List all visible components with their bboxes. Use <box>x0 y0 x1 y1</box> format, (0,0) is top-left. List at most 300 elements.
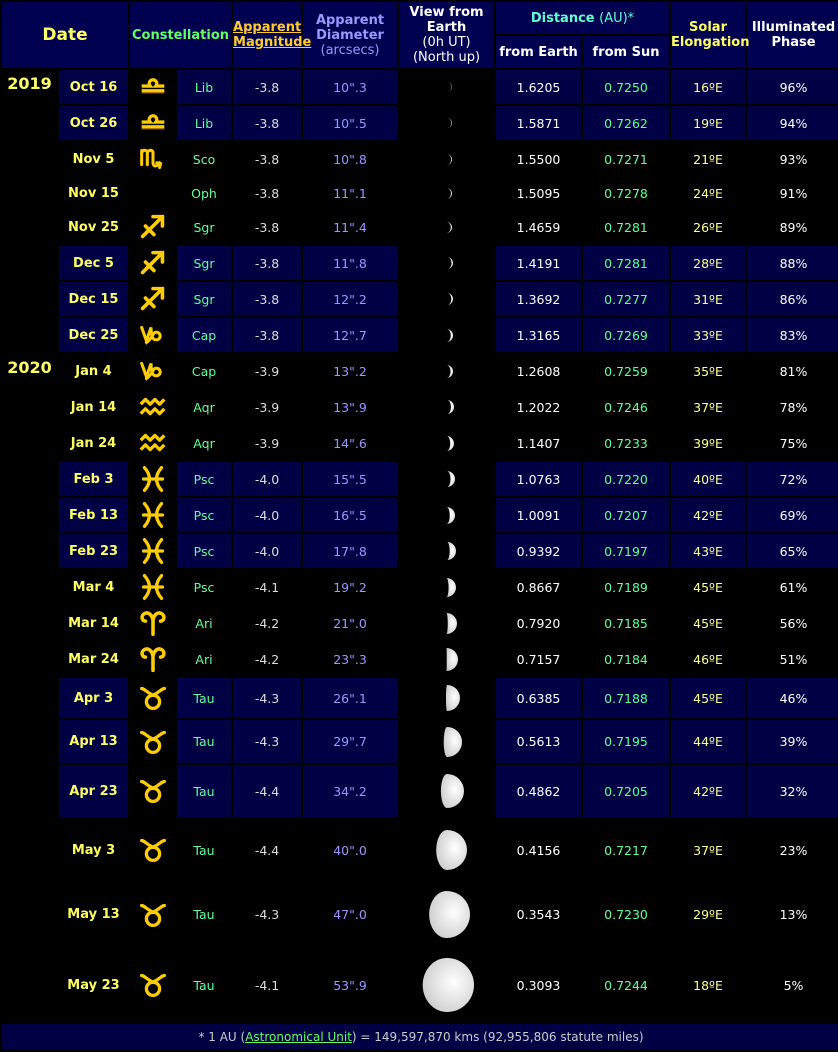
aquarius-icon <box>136 426 170 460</box>
constellation-cell: Tau <box>177 819 231 881</box>
date-cell: Oct 16 <box>59 70 128 104</box>
diameter-cell: 11".4 <box>303 210 397 244</box>
venus-phase-image <box>437 469 457 489</box>
elongation-cell: 45ºE <box>671 606 745 640</box>
taurus-icon <box>136 774 170 808</box>
date-cell: Apr 3 <box>59 678 128 718</box>
venus-phase-image <box>432 683 462 713</box>
elongation-cell: 24ºE <box>671 178 745 208</box>
venus-phase-shape <box>447 613 458 634</box>
phase-view <box>399 498 494 532</box>
venus-phase-image <box>433 646 460 673</box>
date-cell: Feb 13 <box>59 498 128 532</box>
magnitude-cell: -3.9 <box>233 426 301 460</box>
phase-view <box>399 426 494 460</box>
table-row <box>2 765 838 817</box>
header-illum-line2: Phase <box>771 35 816 50</box>
header-distance-label: Distance <box>530 10 595 26</box>
elongation-cell: 39ºE <box>671 426 745 460</box>
diameter-cell: 29".7 <box>303 720 397 763</box>
distance-earth-cell: 1.3692 <box>496 282 581 316</box>
magnitude-cell: -3.8 <box>233 106 301 140</box>
date-cell: May 23 <box>59 948 128 1022</box>
magnitude-cell: -3.8 <box>233 210 301 244</box>
magnitude-cell: -4.0 <box>233 462 301 496</box>
venus-phase-image <box>439 152 454 167</box>
libra-icon <box>136 106 170 140</box>
venus-phase-image <box>436 505 457 526</box>
aries-icon <box>136 642 170 676</box>
header-distance <box>496 2 669 34</box>
illumination-cell: 39% <box>747 720 838 763</box>
distance-earth-cell: 0.3093 <box>496 948 581 1022</box>
distance-sun-cell: 0.7277 <box>583 282 669 316</box>
distance-sun-cell: 0.7244 <box>583 948 669 1022</box>
header-solar-line2: Elongation <box>671 35 750 50</box>
magnitude-cell: -4.3 <box>233 678 301 718</box>
phase-view <box>399 354 494 388</box>
illumination-cell: 89% <box>747 210 838 244</box>
venus-phase-image <box>439 220 454 235</box>
magnitude-cell: -3.8 <box>233 178 301 208</box>
venus-phase-image <box>434 611 459 636</box>
table-row <box>2 282 838 316</box>
distance-earth-cell: 1.0091 <box>496 498 581 532</box>
zodiac-sign <box>130 318 175 352</box>
elongation-cell: 26ºE <box>671 210 745 244</box>
elongation-cell: 19ºE <box>671 106 745 140</box>
date-cell: Dec 15 <box>59 282 128 316</box>
phase-view <box>399 282 494 316</box>
phase-view <box>399 678 494 718</box>
elongation-cell: 18ºE <box>671 948 745 1022</box>
phase-view <box>399 570 494 604</box>
date-cell: Nov 5 <box>59 142 128 176</box>
distance-earth-cell: 1.6205 <box>496 70 581 104</box>
diameter-cell: 10".3 <box>303 70 397 104</box>
header-view-line2: Earth <box>426 20 467 35</box>
distance-sun-cell: 0.7281 <box>583 210 669 244</box>
diameter-cell: 16".5 <box>303 498 397 532</box>
elongation-cell: 29ºE <box>671 883 745 946</box>
distance-sun-cell: 0.7230 <box>583 883 669 946</box>
distance-sun-cell: 0.7197 <box>583 534 669 568</box>
magnitude-cell: -4.2 <box>233 642 301 676</box>
constellation-cell: Psc <box>177 534 231 568</box>
magnitude-cell: -3.8 <box>233 246 301 280</box>
header-solar-line1: Solar <box>689 20 727 35</box>
magnitude-cell: -3.9 <box>233 390 301 424</box>
venus-phase-shape <box>440 774 463 808</box>
distance-earth-cell: 1.4659 <box>496 210 581 244</box>
table-row <box>2 948 838 1022</box>
header-constellation: Constellation <box>130 2 231 68</box>
table-row <box>2 498 838 532</box>
distance-earth-cell: 0.7920 <box>496 606 581 640</box>
venus-phase-image <box>439 291 455 307</box>
distance-earth-cell: 0.9392 <box>496 534 581 568</box>
diameter-cell: 11".8 <box>303 246 397 280</box>
magnitude-cell: -3.8 <box>233 142 301 176</box>
venus-phase-shape <box>447 222 453 233</box>
aquarius-icon <box>136 390 170 424</box>
elongation-cell: 44ºE <box>671 720 745 763</box>
distance-earth-cell: 1.3165 <box>496 318 581 352</box>
year-label: 2020 <box>7 358 52 377</box>
header-distance-unit: (AU)* <box>599 10 635 26</box>
diameter-cell: 40".0 <box>303 819 397 881</box>
date-cell: Nov 15 <box>59 178 128 208</box>
distance-earth-cell: 1.4191 <box>496 246 581 280</box>
table-row <box>2 606 838 640</box>
zodiac-sign <box>130 819 175 881</box>
zodiac-sign <box>130 948 175 1022</box>
scorpio-icon <box>136 142 170 176</box>
venus-phase-image <box>437 434 456 453</box>
venus-phase-image <box>438 327 455 344</box>
header-view <box>399 2 494 68</box>
diameter-cell: 15".5 <box>303 462 397 496</box>
aries-icon <box>136 606 170 640</box>
distance-sun-cell: 0.7185 <box>583 606 669 640</box>
sagittarius-icon <box>136 210 170 244</box>
constellation-cell: Tau <box>177 678 231 718</box>
zodiac-sign <box>130 642 175 676</box>
venus-phase-shape <box>447 329 454 342</box>
table-row <box>2 318 838 352</box>
header-from-earth: from Earth <box>496 36 581 68</box>
table-row <box>2 70 838 104</box>
venus-phase-shape <box>447 471 455 487</box>
constellation-cell: Sgr <box>177 282 231 316</box>
distance-sun-cell: 0.7281 <box>583 246 669 280</box>
venus-phase-image <box>418 956 476 1014</box>
date-cell: Feb 23 <box>59 534 128 568</box>
magnitude-cell: -4.3 <box>233 720 301 763</box>
venus-phase-shape <box>447 507 456 524</box>
constellation-cell: Lib <box>177 70 231 104</box>
magnitude-cell: -4.1 <box>233 570 301 604</box>
venus-phase-image <box>439 186 454 201</box>
distance-sun-cell: 0.7250 <box>583 70 669 104</box>
constellation-cell: Cap <box>177 318 231 352</box>
phase-view <box>399 534 494 568</box>
zodiac-sign <box>130 462 175 496</box>
zodiac-sign <box>130 70 175 104</box>
illumination-cell: 51% <box>747 642 838 676</box>
constellation-cell: Aqr <box>177 390 231 424</box>
zodiac-sign <box>130 106 175 140</box>
magnitude-cell: -4.2 <box>233 606 301 640</box>
illumination-cell: 5% <box>747 948 838 1022</box>
illumination-cell: 75% <box>747 426 838 460</box>
taurus-icon <box>136 681 170 715</box>
header-illum-line1: Illuminated <box>751 20 836 35</box>
phase-view <box>399 210 494 244</box>
diameter-cell: 14".6 <box>303 426 397 460</box>
diameter-cell: 26".1 <box>303 678 397 718</box>
constellation-cell: Sco <box>177 142 231 176</box>
taurus-icon <box>136 725 170 759</box>
date-cell: May 3 <box>59 819 128 881</box>
date-cell: Jan 24 <box>59 426 128 460</box>
venus-phase-image <box>439 255 455 271</box>
illumination-cell: 61% <box>747 570 838 604</box>
constellation-cell: Oph <box>177 178 231 208</box>
distance-earth-cell: 1.2022 <box>496 390 581 424</box>
illumination-cell: 78% <box>747 390 838 424</box>
footer-suffix: ) = 149,597,870 kms (92,955,806 statute miles) <box>351 1030 644 1044</box>
venus-phase-shape <box>447 154 453 165</box>
diameter-cell: 12".7 <box>303 318 397 352</box>
table-row <box>2 534 838 568</box>
distance-sun-cell: 0.7189 <box>583 570 669 604</box>
illumination-cell: 93% <box>747 142 838 176</box>
magnitude-cell: -4.4 <box>233 765 301 817</box>
diameter-cell: 13".9 <box>303 390 397 424</box>
constellation-cell: Cap <box>177 354 231 388</box>
venus-phase-shape <box>447 400 454 414</box>
sagittarius-icon <box>136 246 170 280</box>
year-label: 2019 <box>7 74 52 93</box>
capricorn-icon <box>136 354 170 388</box>
date-cell: Feb 3 <box>59 462 128 496</box>
venus-phase-image <box>438 398 456 416</box>
zodiac-sign <box>130 606 175 640</box>
table-row <box>2 819 838 881</box>
table-row <box>2 142 838 176</box>
phase-view <box>399 106 494 140</box>
header-from-sun: from Sun <box>583 36 669 68</box>
diameter-cell: 10".5 <box>303 106 397 140</box>
taurus-icon <box>136 898 170 932</box>
elongation-cell: 37ºE <box>671 819 745 881</box>
distance-sun-cell: 0.7246 <box>583 390 669 424</box>
venus-phase-shape <box>447 188 453 199</box>
magnitude-cell: -3.9 <box>233 354 301 388</box>
diameter-cell: 47".0 <box>303 883 397 946</box>
magnitude-cell: -4.4 <box>233 819 301 881</box>
phase-view <box>399 765 494 817</box>
table-row <box>2 178 838 208</box>
capricorn-icon <box>136 318 170 352</box>
date-cell: Nov 25 <box>59 210 128 244</box>
zodiac-sign <box>130 678 175 718</box>
elongation-cell: 33ºE <box>671 318 745 352</box>
distance-sun-cell: 0.7184 <box>583 642 669 676</box>
date-cell: May 13 <box>59 883 128 946</box>
distance-earth-cell: 0.6385 <box>496 678 581 718</box>
distance-sun-cell: 0.7259 <box>583 354 669 388</box>
header-magnitude-line2: Magnitude <box>233 35 312 50</box>
date-cell: Mar 4 <box>59 570 128 604</box>
distance-sun-cell: 0.7233 <box>583 426 669 460</box>
phase-view <box>399 318 494 352</box>
distance-sun-cell: 0.7205 <box>583 765 669 817</box>
constellation-cell: Psc <box>177 498 231 532</box>
zodiac-sign <box>130 498 175 532</box>
venus-phase-shape <box>447 293 453 305</box>
zodiac-sign <box>130 765 175 817</box>
date-cell: Mar 24 <box>59 642 128 676</box>
illumination-cell: 69% <box>747 498 838 532</box>
table-row <box>2 462 838 496</box>
elongation-cell: 42ºE <box>671 498 745 532</box>
header-illuminated-phase <box>747 2 838 68</box>
magnitude-cell: -4.1 <box>233 948 301 1022</box>
distance-earth-cell: 1.2608 <box>496 354 581 388</box>
pisces-icon <box>136 462 170 496</box>
diameter-cell: 21".0 <box>303 606 397 640</box>
table-row <box>2 390 838 424</box>
constellation-cell: Tau <box>177 765 231 817</box>
venus-phase-shape <box>429 891 470 938</box>
header-solar-elongation <box>671 2 750 68</box>
diameter-cell: 17".8 <box>303 534 397 568</box>
venus-phase-image <box>440 80 454 94</box>
illumination-cell: 46% <box>747 678 838 718</box>
date-cell: Dec 25 <box>59 318 128 352</box>
table-row <box>2 106 838 140</box>
constellation-cell: Sgr <box>177 246 231 280</box>
distance-sun-cell: 0.7195 <box>583 720 669 763</box>
elongation-cell: 45ºE <box>671 678 745 718</box>
diameter-cell: 34".2 <box>303 765 397 817</box>
elongation-cell: 46ºE <box>671 642 745 676</box>
distance-earth-cell: 0.7157 <box>496 642 581 676</box>
venus-phase-shape <box>447 118 452 128</box>
table-row <box>2 883 838 946</box>
constellation-cell: Ari <box>177 642 231 676</box>
distance-sun-cell: 0.7271 <box>583 142 669 176</box>
constellation-cell: Psc <box>177 570 231 604</box>
table-row <box>2 642 838 676</box>
venus-phase-shape <box>447 542 456 560</box>
pisces-icon <box>136 498 170 532</box>
zodiac-sign <box>130 883 175 946</box>
zodiac-sign <box>130 570 175 604</box>
header-view-line1: View from <box>409 5 484 20</box>
constellation-cell: Lib <box>177 106 231 140</box>
zodiac-sign <box>130 282 175 316</box>
distance-sun-cell: 0.7207 <box>583 498 669 532</box>
venus-phase-shape <box>447 648 459 671</box>
venus-phase-image <box>438 363 455 380</box>
illumination-cell: 65% <box>747 534 838 568</box>
diameter-cell: 13".2 <box>303 354 397 388</box>
phase-view <box>399 606 494 640</box>
header-magnitude-link[interactable] <box>233 2 312 68</box>
illumination-cell: 56% <box>747 606 838 640</box>
venus-phase-shape <box>447 365 454 378</box>
elongation-cell: 43ºE <box>671 534 745 568</box>
magnitude-cell: -4.0 <box>233 498 301 532</box>
illumination-cell: 32% <box>747 765 838 817</box>
distance-earth-cell: 0.4862 <box>496 765 581 817</box>
elongation-cell: 16ºE <box>671 70 745 104</box>
table-row <box>2 210 838 244</box>
zodiac-sign <box>130 178 175 208</box>
venus-phase-shape <box>447 82 452 92</box>
constellation-cell: Sgr <box>177 210 231 244</box>
zodiac-sign <box>130 246 175 280</box>
venus-phase-shape <box>445 685 459 711</box>
distance-earth-cell: 1.5500 <box>496 142 581 176</box>
constellation-cell: Tau <box>177 948 231 1022</box>
distance-earth-cell: 0.8667 <box>496 570 581 604</box>
phase-view <box>399 142 494 176</box>
header-magnitude-line1: Apparent <box>233 20 302 35</box>
venus-phase-image <box>425 828 469 872</box>
distance-earth-cell: 1.0763 <box>496 462 581 496</box>
illumination-cell: 96% <box>747 70 838 104</box>
elongation-cell: 21ºE <box>671 142 745 176</box>
header-diameter-unit: (arcsecs) <box>320 42 380 58</box>
header-diameter-line1: Apparent <box>315 12 385 28</box>
phase-view <box>399 70 494 104</box>
venus-phase-shape <box>443 727 461 757</box>
zodiac-sign <box>130 354 175 388</box>
magnitude-cell: -3.8 <box>233 70 301 104</box>
date-cell: Jan 4 <box>59 354 128 388</box>
pisces-icon <box>136 570 170 604</box>
distance-earth-cell: 0.5613 <box>496 720 581 763</box>
elongation-cell: 42ºE <box>671 765 745 817</box>
table-row <box>2 720 838 763</box>
table-body <box>2 70 838 1022</box>
magnitude-cell: -3.8 <box>233 282 301 316</box>
elongation-cell: 28ºE <box>671 246 745 280</box>
astronomical-unit-link[interactable]: Astronomical Unit <box>245 1030 352 1044</box>
illumination-cell: 13% <box>747 883 838 946</box>
date-cell: Mar 14 <box>59 606 128 640</box>
table-row <box>2 354 838 388</box>
distance-earth-cell: 0.4156 <box>496 819 581 881</box>
phase-view <box>399 246 494 280</box>
zodiac-sign <box>130 210 175 244</box>
phase-view <box>399 720 494 763</box>
date-cell: Apr 13 <box>59 720 128 763</box>
pisces-icon <box>136 534 170 568</box>
zodiac-sign <box>130 426 175 460</box>
illumination-cell: 83% <box>747 318 838 352</box>
elongation-cell: 31ºE <box>671 282 745 316</box>
phase-view <box>399 883 494 946</box>
distance-sun-cell: 0.7188 <box>583 678 669 718</box>
illumination-cell: 88% <box>747 246 838 280</box>
illumination-cell: 91% <box>747 178 838 208</box>
phase-view <box>399 178 494 208</box>
illumination-cell: 23% <box>747 819 838 881</box>
venus-phase-image <box>436 540 458 562</box>
distance-sun-cell: 0.7278 <box>583 178 669 208</box>
magnitude-cell: -3.8 <box>233 318 301 352</box>
header-diameter-line2: Diameter <box>316 27 384 43</box>
phase-view <box>399 819 494 881</box>
taurus-icon <box>136 833 170 867</box>
header-date: Date <box>2 2 128 68</box>
phase-view <box>399 948 494 1022</box>
phase-view <box>399 390 494 424</box>
distance-earth-cell: 1.5871 <box>496 106 581 140</box>
distance-earth-cell: 1.5095 <box>496 178 581 208</box>
venus-phase-image <box>421 889 472 940</box>
diameter-cell: 11".1 <box>303 178 397 208</box>
taurus-icon <box>136 968 170 1002</box>
diameter-cell: 10".8 <box>303 142 397 176</box>
table-row <box>2 570 838 604</box>
elongation-cell: 35ºE <box>671 354 745 388</box>
